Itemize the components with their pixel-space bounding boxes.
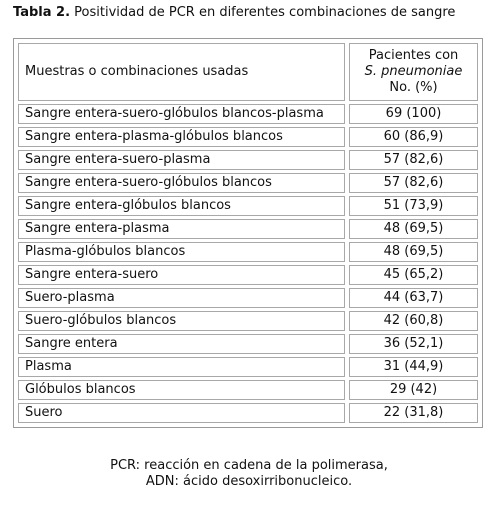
table-row <box>18 150 478 170</box>
header-pacientes-line1: Pacientes con <box>368 48 459 63</box>
footnote-line1: PCR: reacción en cadena de la polimerasa, <box>110 458 388 473</box>
header-pacientes-organism: S. pneumoniae <box>364 64 463 79</box>
cell-muestra: Suero-glóbulos blancos <box>18 311 345 331</box>
cell-pacientes: 57 (82,6) <box>349 150 478 170</box>
table-row <box>18 242 478 262</box>
table-row <box>18 380 478 400</box>
cell-pacientes: 48 (69,5) <box>349 242 478 262</box>
table-caption <box>13 5 455 21</box>
table-row <box>18 334 478 354</box>
cell-muestra: Sangre entera-plasma <box>18 219 345 239</box>
cell-muestra: Glóbulos blancos <box>18 380 345 400</box>
header-muestras: Muestras o combinaciones usadas <box>18 43 345 101</box>
header-pacientes <box>349 43 478 101</box>
cell-muestra: Sangre entera-suero-glóbulos blancos-plasma <box>18 104 345 124</box>
header-pacientes-unit: No. (%) <box>389 80 438 95</box>
footnote-line2: ADN: ácido desoxirribonucleico. <box>145 474 353 489</box>
cell-muestra: Suero <box>18 403 345 423</box>
results-table-grid <box>14 40 482 426</box>
table-row <box>18 265 478 285</box>
table-footnote <box>0 458 498 490</box>
cell-muestra: Sangre entera-suero-plasma <box>18 150 345 170</box>
cell-pacientes: 36 (52,1) <box>349 334 478 354</box>
table-row <box>18 403 478 423</box>
table-row <box>18 357 478 377</box>
cell-muestra: Sangre entera <box>18 334 345 354</box>
cell-pacientes: 31 (44,9) <box>349 357 478 377</box>
cell-pacientes: 51 (73,9) <box>349 196 478 216</box>
cell-muestra: Sangre entera-suero <box>18 265 345 285</box>
table-row <box>18 173 478 193</box>
table-header-row <box>18 43 478 101</box>
cell-muestra: Plasma-glóbulos blancos <box>18 242 345 262</box>
cell-pacientes: 45 (65,2) <box>349 265 478 285</box>
cell-pacientes: 48 (69,5) <box>349 219 478 239</box>
cell-pacientes: 29 (42) <box>349 380 478 400</box>
table-row <box>18 311 478 331</box>
caption-label: Tabla 2. <box>13 5 71 20</box>
cell-muestra: Sangre entera-plasma-glóbulos blancos <box>18 127 345 147</box>
cell-pacientes: 22 (31,8) <box>349 403 478 423</box>
cell-pacientes: 57 (82,6) <box>349 173 478 193</box>
cell-pacientes: 42 (60,8) <box>349 311 478 331</box>
cell-muestra: Suero-plasma <box>18 288 345 308</box>
table-row <box>18 288 478 308</box>
cell-muestra: Plasma <box>18 357 345 377</box>
table-row <box>18 127 478 147</box>
cell-muestra: Sangre entera-glóbulos blancos <box>18 196 345 216</box>
cell-pacientes: 60 (86,9) <box>349 127 478 147</box>
table-row <box>18 196 478 216</box>
table-row <box>18 219 478 239</box>
table-row <box>18 104 478 124</box>
cell-pacientes: 44 (63,7) <box>349 288 478 308</box>
caption-text: Positividad de PCR en diferentes combinaciones de sangre <box>70 5 456 20</box>
cell-muestra: Sangre entera-suero-glóbulos blancos <box>18 173 345 193</box>
cell-pacientes: 69 (100) <box>349 104 478 124</box>
results-table <box>13 38 483 428</box>
